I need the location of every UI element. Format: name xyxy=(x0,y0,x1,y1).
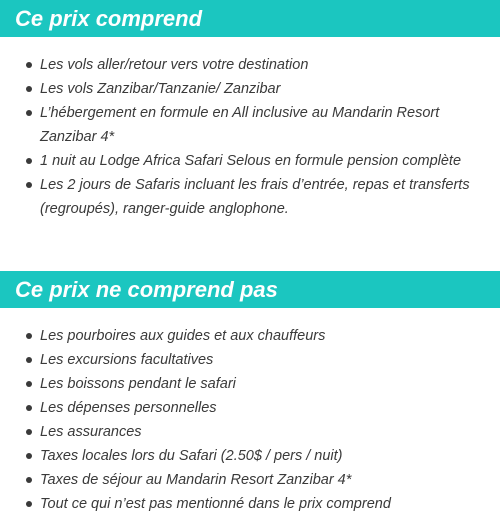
bullet-icon xyxy=(26,453,32,459)
included-section-heading: Ce prix comprend xyxy=(0,0,500,37)
list-item-text: L’hébergement en formule en All inclusive au Mandarin Resort Zanzibar 4* xyxy=(40,105,440,145)
list-item xyxy=(0,444,500,468)
list-item xyxy=(0,324,500,348)
list-item xyxy=(0,492,500,516)
bullet-icon xyxy=(26,357,32,363)
bullet-icon xyxy=(26,429,32,435)
list-item-text: Taxes de séjour au Mandarin Resort Zanzibar 4* xyxy=(40,472,352,488)
excluded-section-heading: Ce prix ne comprend pas xyxy=(0,271,500,308)
list-item xyxy=(0,77,500,101)
bullet-icon xyxy=(26,405,32,411)
list-item-text: Les assurances xyxy=(40,424,142,440)
list-item-text: Tout ce qui n’est pas mentionné dans le prix comprend xyxy=(40,496,391,512)
excluded-list xyxy=(0,324,500,516)
bullet-icon xyxy=(26,62,32,68)
included-list xyxy=(0,53,500,221)
list-item-text: Les boissons pendant le safari xyxy=(40,376,236,392)
list-item xyxy=(0,372,500,396)
list-item xyxy=(0,396,500,420)
list-item-text: Les pourboires aux guides et aux chauffeurs xyxy=(40,328,326,344)
list-item xyxy=(0,149,500,173)
bullet-icon xyxy=(26,501,32,507)
list-item-text: Les dépenses personnelles xyxy=(40,400,217,416)
list-item xyxy=(0,53,500,77)
bullet-icon xyxy=(26,381,32,387)
list-item xyxy=(0,173,500,221)
list-item-text: Les vols Zanzibar/Tanzanie/ Zanzibar xyxy=(40,81,281,97)
list-item xyxy=(0,101,500,149)
list-item-text: Les vols aller/retour vers votre destination xyxy=(40,57,309,73)
list-item xyxy=(0,348,500,372)
bullet-icon xyxy=(26,477,32,483)
bullet-icon xyxy=(26,86,32,92)
list-item xyxy=(0,468,500,492)
list-item-text: Taxes locales lors du Safari (2.50$ / pers / nuit) xyxy=(40,448,343,464)
list-item xyxy=(0,420,500,444)
bullet-icon xyxy=(26,158,32,164)
list-item-text: Les excursions facultatives xyxy=(40,352,214,368)
list-item-text: Les 2 jours de Safaris incluant les frais d’entrée, repas et transferts (regroupés), ranger-guide anglophone. xyxy=(40,177,470,217)
bullet-icon xyxy=(26,333,32,339)
bullet-icon xyxy=(26,110,32,116)
list-item-text: 1 nuit au Lodge Africa Safari Selous en formule pension complète xyxy=(40,153,462,169)
bullet-icon xyxy=(26,182,32,188)
